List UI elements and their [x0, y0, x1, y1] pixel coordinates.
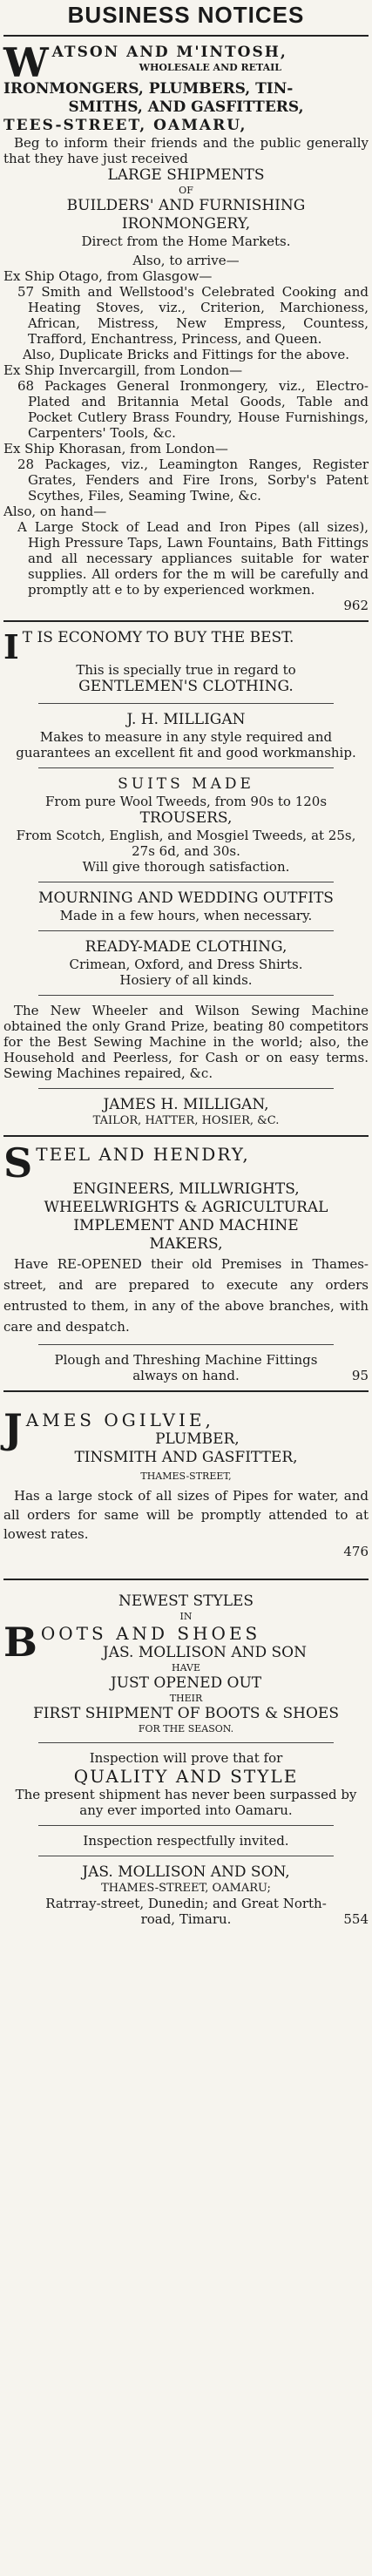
- divider: [38, 703, 334, 704]
- trades-line: ENGINEERS, MILLWRIGHTS,: [72, 1180, 300, 1198]
- advert-mollison: [3, 1585, 369, 1929]
- firm-name: AMES OGILVIE,: [25, 1410, 214, 1430]
- body-text: From pure Wool Tweeds, from 90s to 120s: [44, 794, 328, 809]
- trades-line: IRONMONGERS, PLUMBERS, TIN-: [3, 80, 294, 98]
- heading: TROUSERS,: [139, 809, 233, 827]
- trades-line: IMPLEMENT AND MACHINE: [73, 1217, 299, 1234]
- headline: T IS ECONOMY TO BUY THE BEST.: [22, 629, 294, 646]
- signature-trades: TAILOR, HATTER, HOSIER, &C.: [92, 1114, 280, 1127]
- drop-capital: J: [3, 1405, 23, 1452]
- body-text: A Large Stock of Lead and Iron Pipes (all sizes), High Pressure Taps, Lawn Fountains, Bath Fittings and all necessary appliances suitable for water supplies. All orders for the m will be carefully and promptly att e to by experienced workmen.: [17, 519, 369, 598]
- heading: Direct from the Home Markets.: [81, 233, 291, 249]
- divider: [38, 1742, 334, 1743]
- body-text: Also, to arrive—: [132, 253, 240, 268]
- divider: [3, 1135, 369, 1137]
- body-text: Crimean, Oxford, and Dress Shirts.: [69, 957, 303, 972]
- address-line: THAMES-STREET,: [140, 1471, 232, 1482]
- body-text: Has a large stock of all sizes of Pipes for water, and all orders for same will be promptly attended to at lowest rates.: [3, 1488, 369, 1542]
- reference-number: 962: [343, 598, 369, 613]
- heading: QUALITY AND STYLE: [73, 1766, 299, 1787]
- advert-steel-hendry: [3, 1139, 369, 1385]
- ship-heading: Ex Ship Invercargill, from London—: [3, 362, 243, 378]
- body-text: Beg to inform their friends and the public generally that they have just received: [3, 135, 369, 166]
- reference-number: 554: [343, 1911, 369, 1927]
- divider: [3, 35, 369, 37]
- heading: JUST OPENED OUT: [110, 1674, 262, 1692]
- divider: [38, 995, 334, 996]
- divider: [3, 620, 369, 622]
- body-text: Plough and Threshing Machine Fittings: [54, 1352, 318, 1368]
- shop-name: JAS. MOLLISON AND SON: [102, 1644, 307, 1661]
- body-text: Makes to measure in any style required and guarantees an excellent fit and good workmanship.: [16, 729, 356, 761]
- firm-name: TEEL AND HENDRY,: [36, 1144, 250, 1165]
- ship-heading: Ex Ship Khorasan, from London—: [3, 441, 228, 456]
- trades-line: PLUMBER,: [155, 1430, 240, 1448]
- trades-line: MAKERS,: [149, 1235, 223, 1253]
- body-text: 57 Smith and Wellstood's Celebrated Cooking and Heating Stoves, viz., Criterion, Marchioness, African, Mistress, New Empress, Countess, Trafford, Enchantress, Princess, and Queen.: [17, 284, 369, 347]
- trades-line: SMITHS, AND GASFITTERS,: [68, 98, 304, 116]
- advert-watson-mintosh: [3, 39, 369, 615]
- divider: [38, 1825, 334, 1826]
- heading: MOURNING AND WEDDING OUTFITS: [38, 889, 334, 907]
- firm-name: OOTS AND SHOES: [40, 1623, 261, 1644]
- address-line: TEES-STREET, OAMARU,: [3, 117, 247, 134]
- divider: [38, 930, 334, 931]
- body-text: Inspection respectfully invited.: [83, 1833, 289, 1849]
- body-text: 68 Packages General Ironmongery, viz., Electro-Plated and Britannia Metal Goods, Table and Pocket Cutlery Brass Foundry, House Furnishings, Carpenters' Tools, &c.: [17, 378, 369, 441]
- signature: JAS. MOLLISON AND SON,: [82, 1863, 290, 1881]
- drop-capital: S: [3, 1139, 33, 1187]
- body-text: Will give thorough satisfaction.: [82, 859, 290, 875]
- body-text: THEIR: [169, 1693, 203, 1704]
- heading: READY-MADE CLOTHING,: [85, 938, 287, 956]
- heading: OF: [179, 185, 193, 196]
- tailor-name: J. H. MILLIGAN: [126, 711, 246, 728]
- ship-heading: Also, on hand—: [3, 504, 107, 519]
- drop-capital: W: [3, 39, 49, 86]
- trades-line: WHEELWRIGHTS & AGRICULTURAL: [44, 1199, 328, 1216]
- body-text: The present shipment has never been surpassed by any ever imported into Oamaru.: [15, 1787, 357, 1818]
- body-text: Hosiery of all kinds.: [119, 972, 253, 988]
- advert-milligan: [3, 627, 369, 1130]
- divider: [38, 767, 334, 768]
- body-text: HAVE: [172, 1662, 200, 1673]
- body-text: FOR THE SEASON.: [138, 1723, 234, 1734]
- ship-heading: Ex Ship Otago, from Glasgow—: [3, 268, 213, 284]
- body-text: Also, Duplicate Bricks and Fittings for the above.: [22, 347, 350, 362]
- trades-line: TINSMITH AND GASFITTER,: [74, 1449, 298, 1466]
- heading: FIRST SHIPMENT OF BOOTS & SHOES: [33, 1705, 339, 1722]
- newspaper-column: [3, 0, 369, 1929]
- heading: BUILDERS' AND FURNISHING IRONMONGERY,: [66, 197, 306, 233]
- divider: [3, 1390, 369, 1392]
- reference-number: 476: [343, 1544, 369, 1559]
- body-text: 28 Packages, viz., Leamington Ranges, Register Grates, Fenders and Fire Irons, Sorby's Patent Scythes, Files, Seaming Twine, &c.: [17, 456, 369, 504]
- heading: LARGE SHIPMENTS: [107, 166, 265, 184]
- body-text: Have RE-OPENED their old Premises in Thames-street, and are prepared to execute any orders entrusted to them, in any of the above branches, with care and despatch.: [3, 1256, 369, 1335]
- body-text: Inspection will prove that for: [89, 1750, 283, 1766]
- heading: NEWEST STYLES: [118, 1592, 254, 1610]
- divider: [3, 1579, 369, 1580]
- body-text: The New Wheeler and Wilson Sewing Machine obtained the only Grand Prize, beating 80 competitors for the Best Sewing Machine in the world; also, the Household and Peerless, for Cash or on easy terms. Sewing Machines repaired, &c.: [3, 1003, 369, 1081]
- reference-number: 95: [351, 1368, 369, 1383]
- subheading: WHOLESALE AND RETAIL: [139, 62, 282, 73]
- body-text: Made in a few hours, when necessary.: [59, 908, 313, 923]
- page-title: BUSINESS NOTICES: [67, 2, 305, 28]
- signature: JAMES H. MILLIGAN,: [103, 1096, 269, 1113]
- body-text: This is specially true in regard to: [76, 662, 296, 678]
- drop-capital: I: [3, 627, 19, 666]
- body-text: always on hand.: [132, 1368, 240, 1383]
- heading: IN: [179, 1611, 193, 1622]
- address-line: Ratrray-street, Dunedin; and Great North-road, Timaru.: [45, 1896, 327, 1927]
- heading: GENTLEMEN'S CLOTHING.: [78, 678, 294, 695]
- heading: SUITS MADE: [118, 775, 254, 793]
- address-line: THAMES-STREET, OAMARU;: [101, 1882, 271, 1895]
- drop-capital: B: [3, 1619, 37, 1666]
- divider: [38, 1088, 334, 1089]
- divider: [38, 1344, 334, 1345]
- advert-ogilvie: [3, 1397, 369, 1561]
- firm-name: ATSON AND M'INTOSH,: [51, 44, 287, 61]
- body-text: From Scotch, English, and Mosgiel Tweeds, at 25s, 27s 6d, and 30s.: [16, 828, 356, 859]
